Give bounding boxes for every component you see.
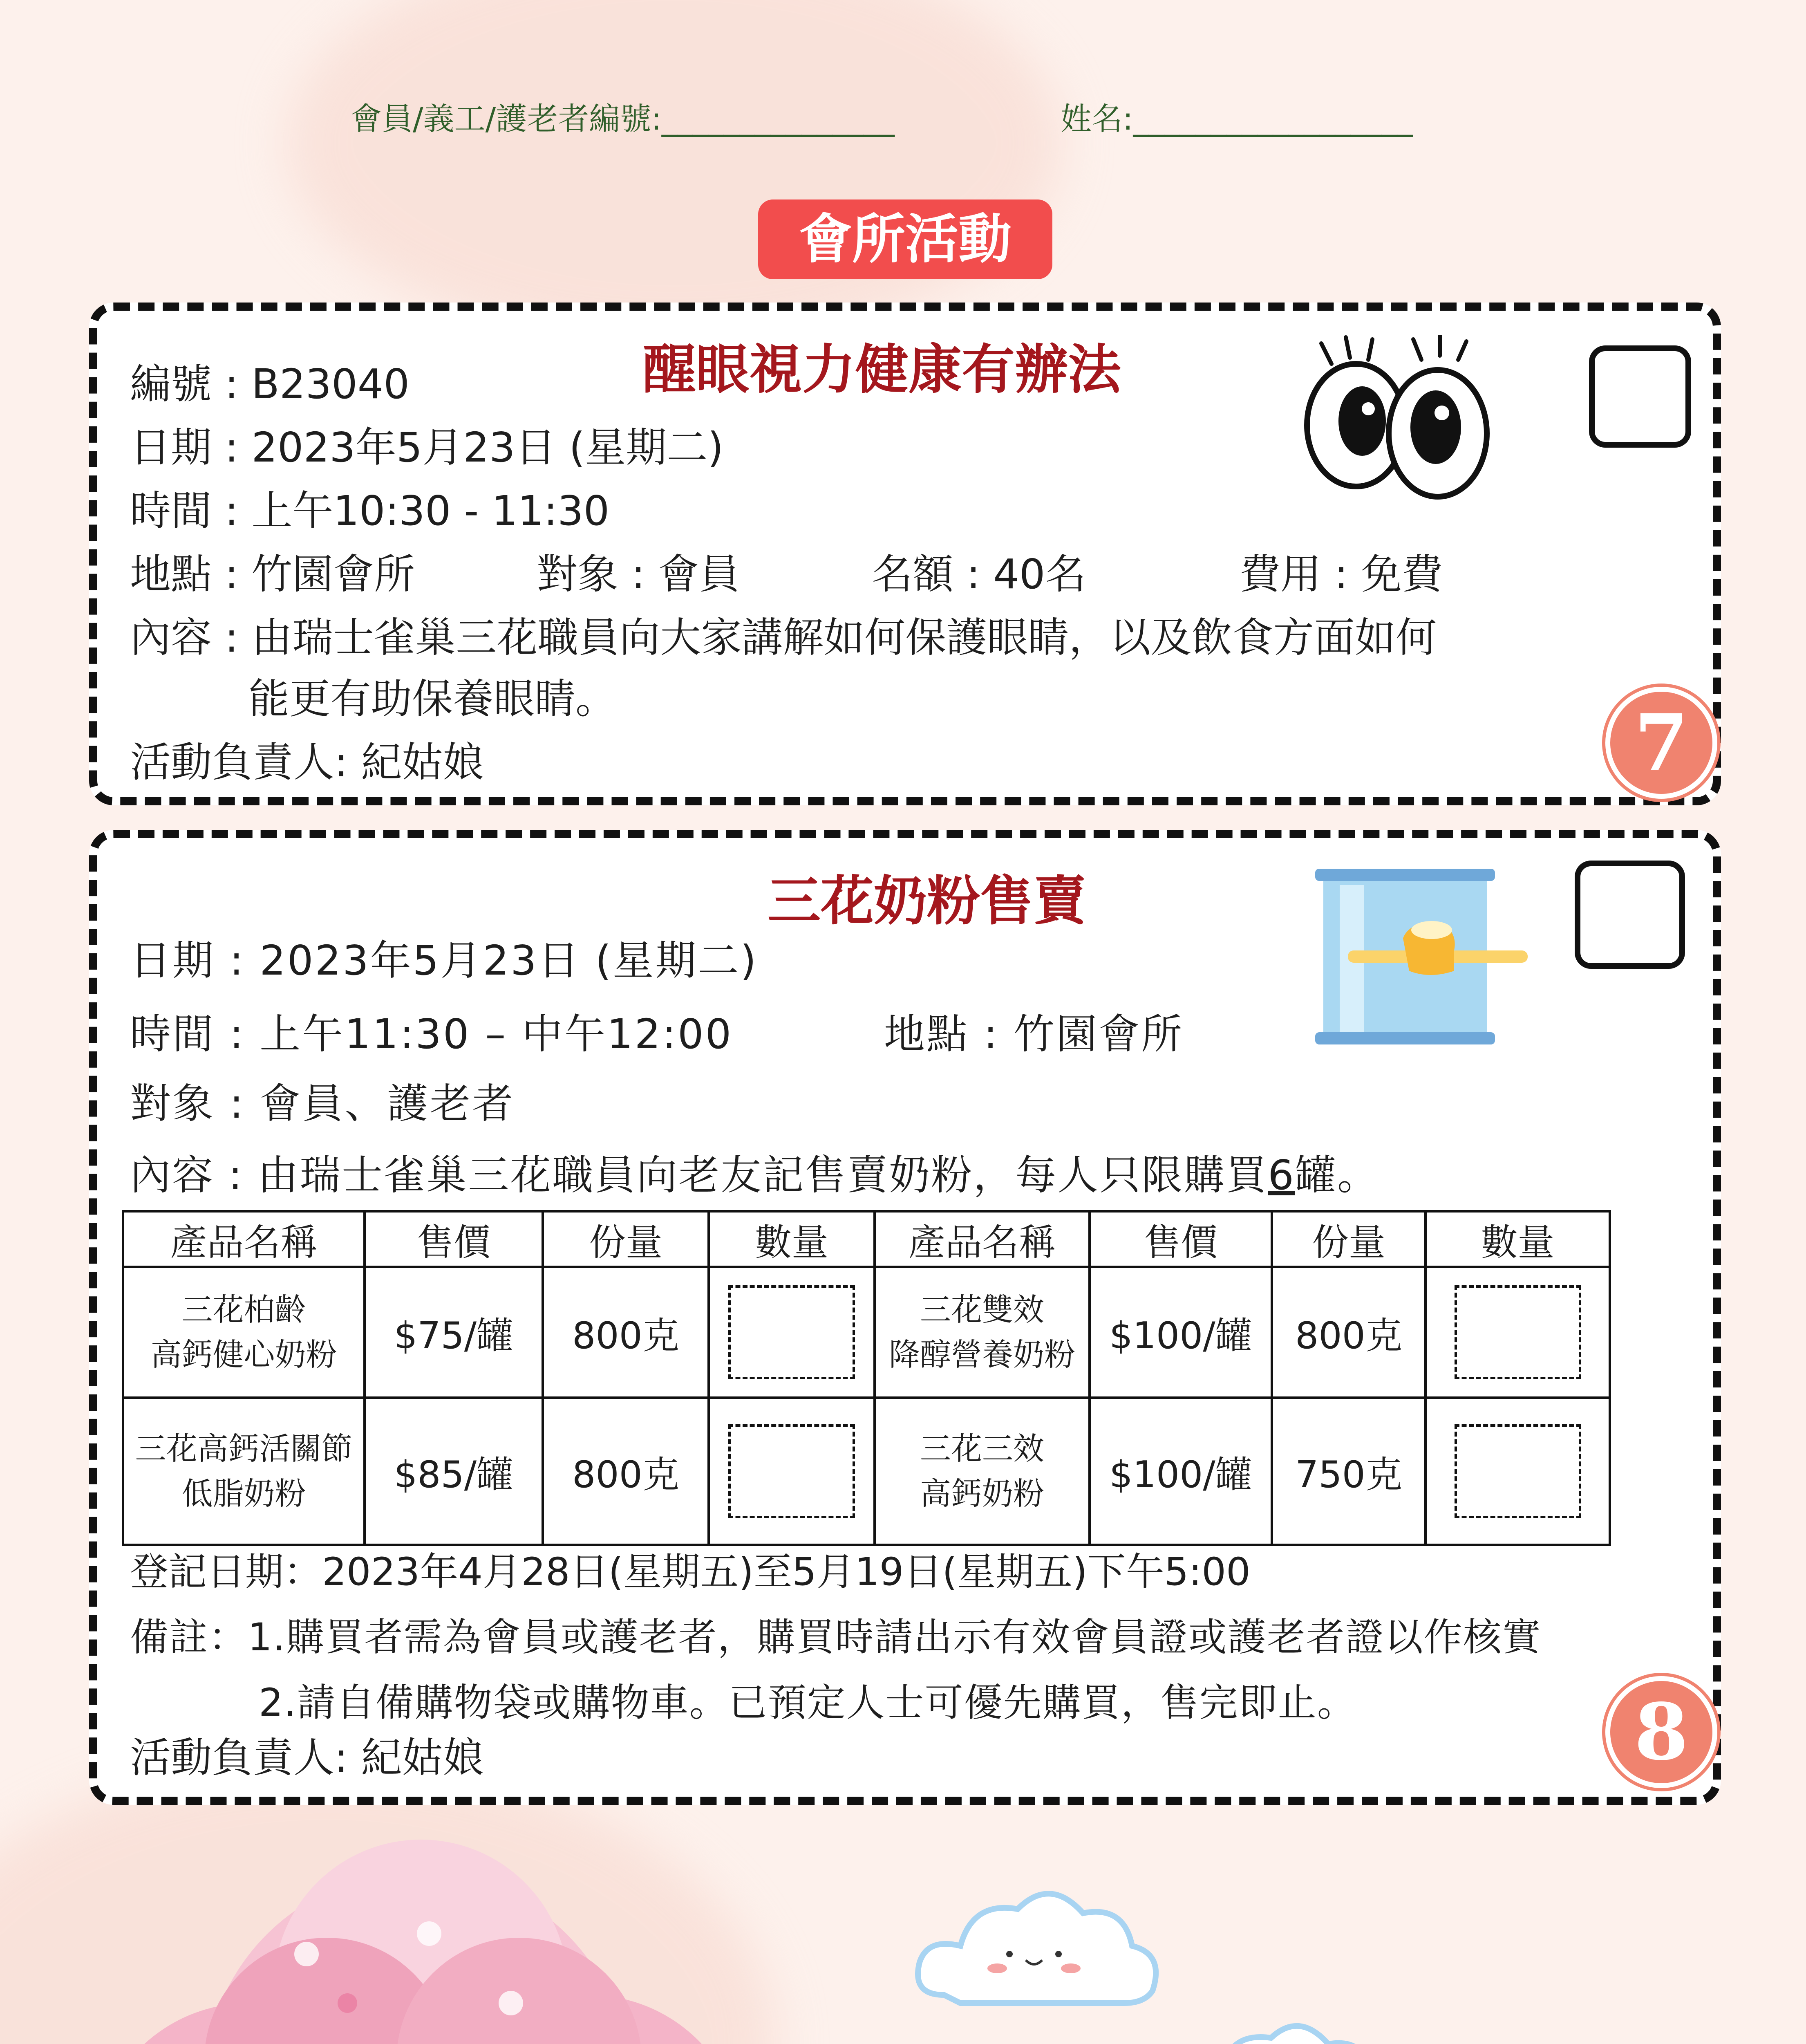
elderly-couple-walking-illustration bbox=[879, 1848, 1778, 2044]
quantity-input-box[interactable] bbox=[1455, 1424, 1581, 1518]
purchase-limit: 6 bbox=[1268, 1151, 1295, 1199]
remark-1: 備註：1.購買者需為會員或護老者，購買時請出示有效會員證或護老者證以作核實 bbox=[130, 1615, 1542, 1660]
product-name: 三花柏齡 高鈣健心奶粉 bbox=[123, 1267, 365, 1398]
activity-content-continued: 能更有助保養眼睛。 bbox=[248, 675, 616, 723]
product-size: 750克 bbox=[1272, 1398, 1426, 1545]
product-size: 800克 bbox=[1272, 1267, 1426, 1398]
product-price: $100/罐 bbox=[1090, 1398, 1272, 1545]
product-table bbox=[122, 1210, 1611, 1546]
background-wash bbox=[286, 0, 1063, 347]
table-row bbox=[123, 1267, 1610, 1398]
activity-content: 內容 : 由瑞士雀巢三花職員向大家講解如何保護眼睛，以及飲食方面如何 bbox=[130, 614, 1437, 661]
activity-venue: 地點 : 竹園會所 bbox=[884, 1010, 1184, 1058]
registration-date: 登記日期：2023年4月28日(星期五)至5月19日(星期五)下午5:00 bbox=[130, 1550, 1251, 1594]
activity-title: 醒眼視力健康有辦法 bbox=[643, 338, 1121, 401]
quantity-input-box[interactable] bbox=[728, 1285, 855, 1379]
quantity-input-box[interactable] bbox=[728, 1424, 855, 1518]
signup-checkbox[interactable] bbox=[1589, 345, 1691, 448]
smiling-cloud-icon bbox=[1184, 2026, 1392, 2044]
activity-venue: 地點 : 竹園會所 bbox=[130, 550, 415, 598]
quantity-input-box[interactable] bbox=[1455, 1285, 1581, 1379]
activity-time: 時間 : 上午10:30 - 11:30 bbox=[130, 487, 610, 535]
signup-checkbox[interactable] bbox=[1575, 861, 1685, 969]
activity-person-in-charge: 活動負責人: 紀姑娘 bbox=[130, 1734, 484, 1782]
product-size: 800克 bbox=[543, 1267, 709, 1398]
smiling-cloud-icon bbox=[918, 1894, 1156, 2003]
product-price: $85/罐 bbox=[365, 1398, 543, 1545]
column-header: 產品名稱 bbox=[875, 1211, 1090, 1267]
column-header: 數量 bbox=[1426, 1211, 1610, 1267]
activity-target: 對象 : 會員 bbox=[537, 550, 740, 598]
activity-code: 編號 : B23040 bbox=[130, 360, 410, 408]
content-text-end: 罐。 bbox=[1295, 1151, 1379, 1199]
table-header-row bbox=[123, 1211, 1610, 1267]
activity-time: 時間 : 上午11:30 – 中午12:00 bbox=[130, 1010, 733, 1058]
activity-target: 對象 : 會員、護老者 bbox=[130, 1080, 515, 1127]
activity-fee: 費用 : 免費 bbox=[1240, 550, 1443, 598]
activity-quota: 名額 : 40名 bbox=[872, 550, 1086, 598]
activity-card-7 bbox=[89, 303, 1721, 805]
member-number-label: 會員/義工/護老者編號:_______________ bbox=[351, 101, 895, 137]
column-header: 份量 bbox=[1272, 1211, 1426, 1267]
activity-number-badge: 8 bbox=[1605, 1676, 1717, 1788]
activity-number-badge: 7 bbox=[1605, 687, 1717, 799]
eyes-icon bbox=[1303, 335, 1495, 507]
activity-date: 日期 : 2023年5月23日 (星期二) bbox=[130, 424, 724, 471]
product-size: 800克 bbox=[543, 1398, 709, 1545]
product-price: $100/罐 bbox=[1090, 1267, 1272, 1398]
name-label: 姓名:__________________ bbox=[1061, 101, 1413, 137]
activity-person-in-charge: 活動負責人: 紀姑娘 bbox=[130, 738, 484, 786]
column-header: 數量 bbox=[709, 1211, 875, 1267]
quantity-cell bbox=[709, 1267, 875, 1398]
column-header: 售價 bbox=[1090, 1211, 1272, 1267]
table-row bbox=[123, 1398, 1610, 1545]
activity-date: 日期 : 2023年5月23日 (星期二) bbox=[130, 937, 758, 984]
quantity-cell bbox=[709, 1398, 875, 1545]
quantity-cell bbox=[1426, 1267, 1610, 1398]
column-header: 產品名稱 bbox=[123, 1211, 365, 1267]
content-text: 內容 : 由瑞士雀巢三花職員向老友記售賣奶粉，每人只限購買 bbox=[130, 1151, 1268, 1199]
cherry-blossom-tree-illustration bbox=[61, 1831, 777, 2044]
product-name: 三花雙效 降醇營養奶粉 bbox=[875, 1267, 1090, 1398]
remark-2: 2.請自備購物袋或購物車。已預定人士可優先購買，售完即止。 bbox=[259, 1681, 1356, 1725]
product-price: $75/罐 bbox=[365, 1267, 543, 1398]
activity-title: 三花奶粉售賣 bbox=[768, 870, 1087, 932]
product-name: 三花高鈣活關節 低脂奶粉 bbox=[123, 1398, 365, 1545]
column-header: 份量 bbox=[543, 1211, 709, 1267]
section-badge: 會所活動 bbox=[758, 199, 1052, 279]
product-name: 三花三效 高鈣奶粉 bbox=[875, 1398, 1090, 1545]
activity-content bbox=[130, 1151, 1379, 1200]
column-header: 售價 bbox=[365, 1211, 543, 1267]
quantity-cell bbox=[1426, 1398, 1610, 1545]
milk-powder-can-icon bbox=[1315, 869, 1544, 1049]
